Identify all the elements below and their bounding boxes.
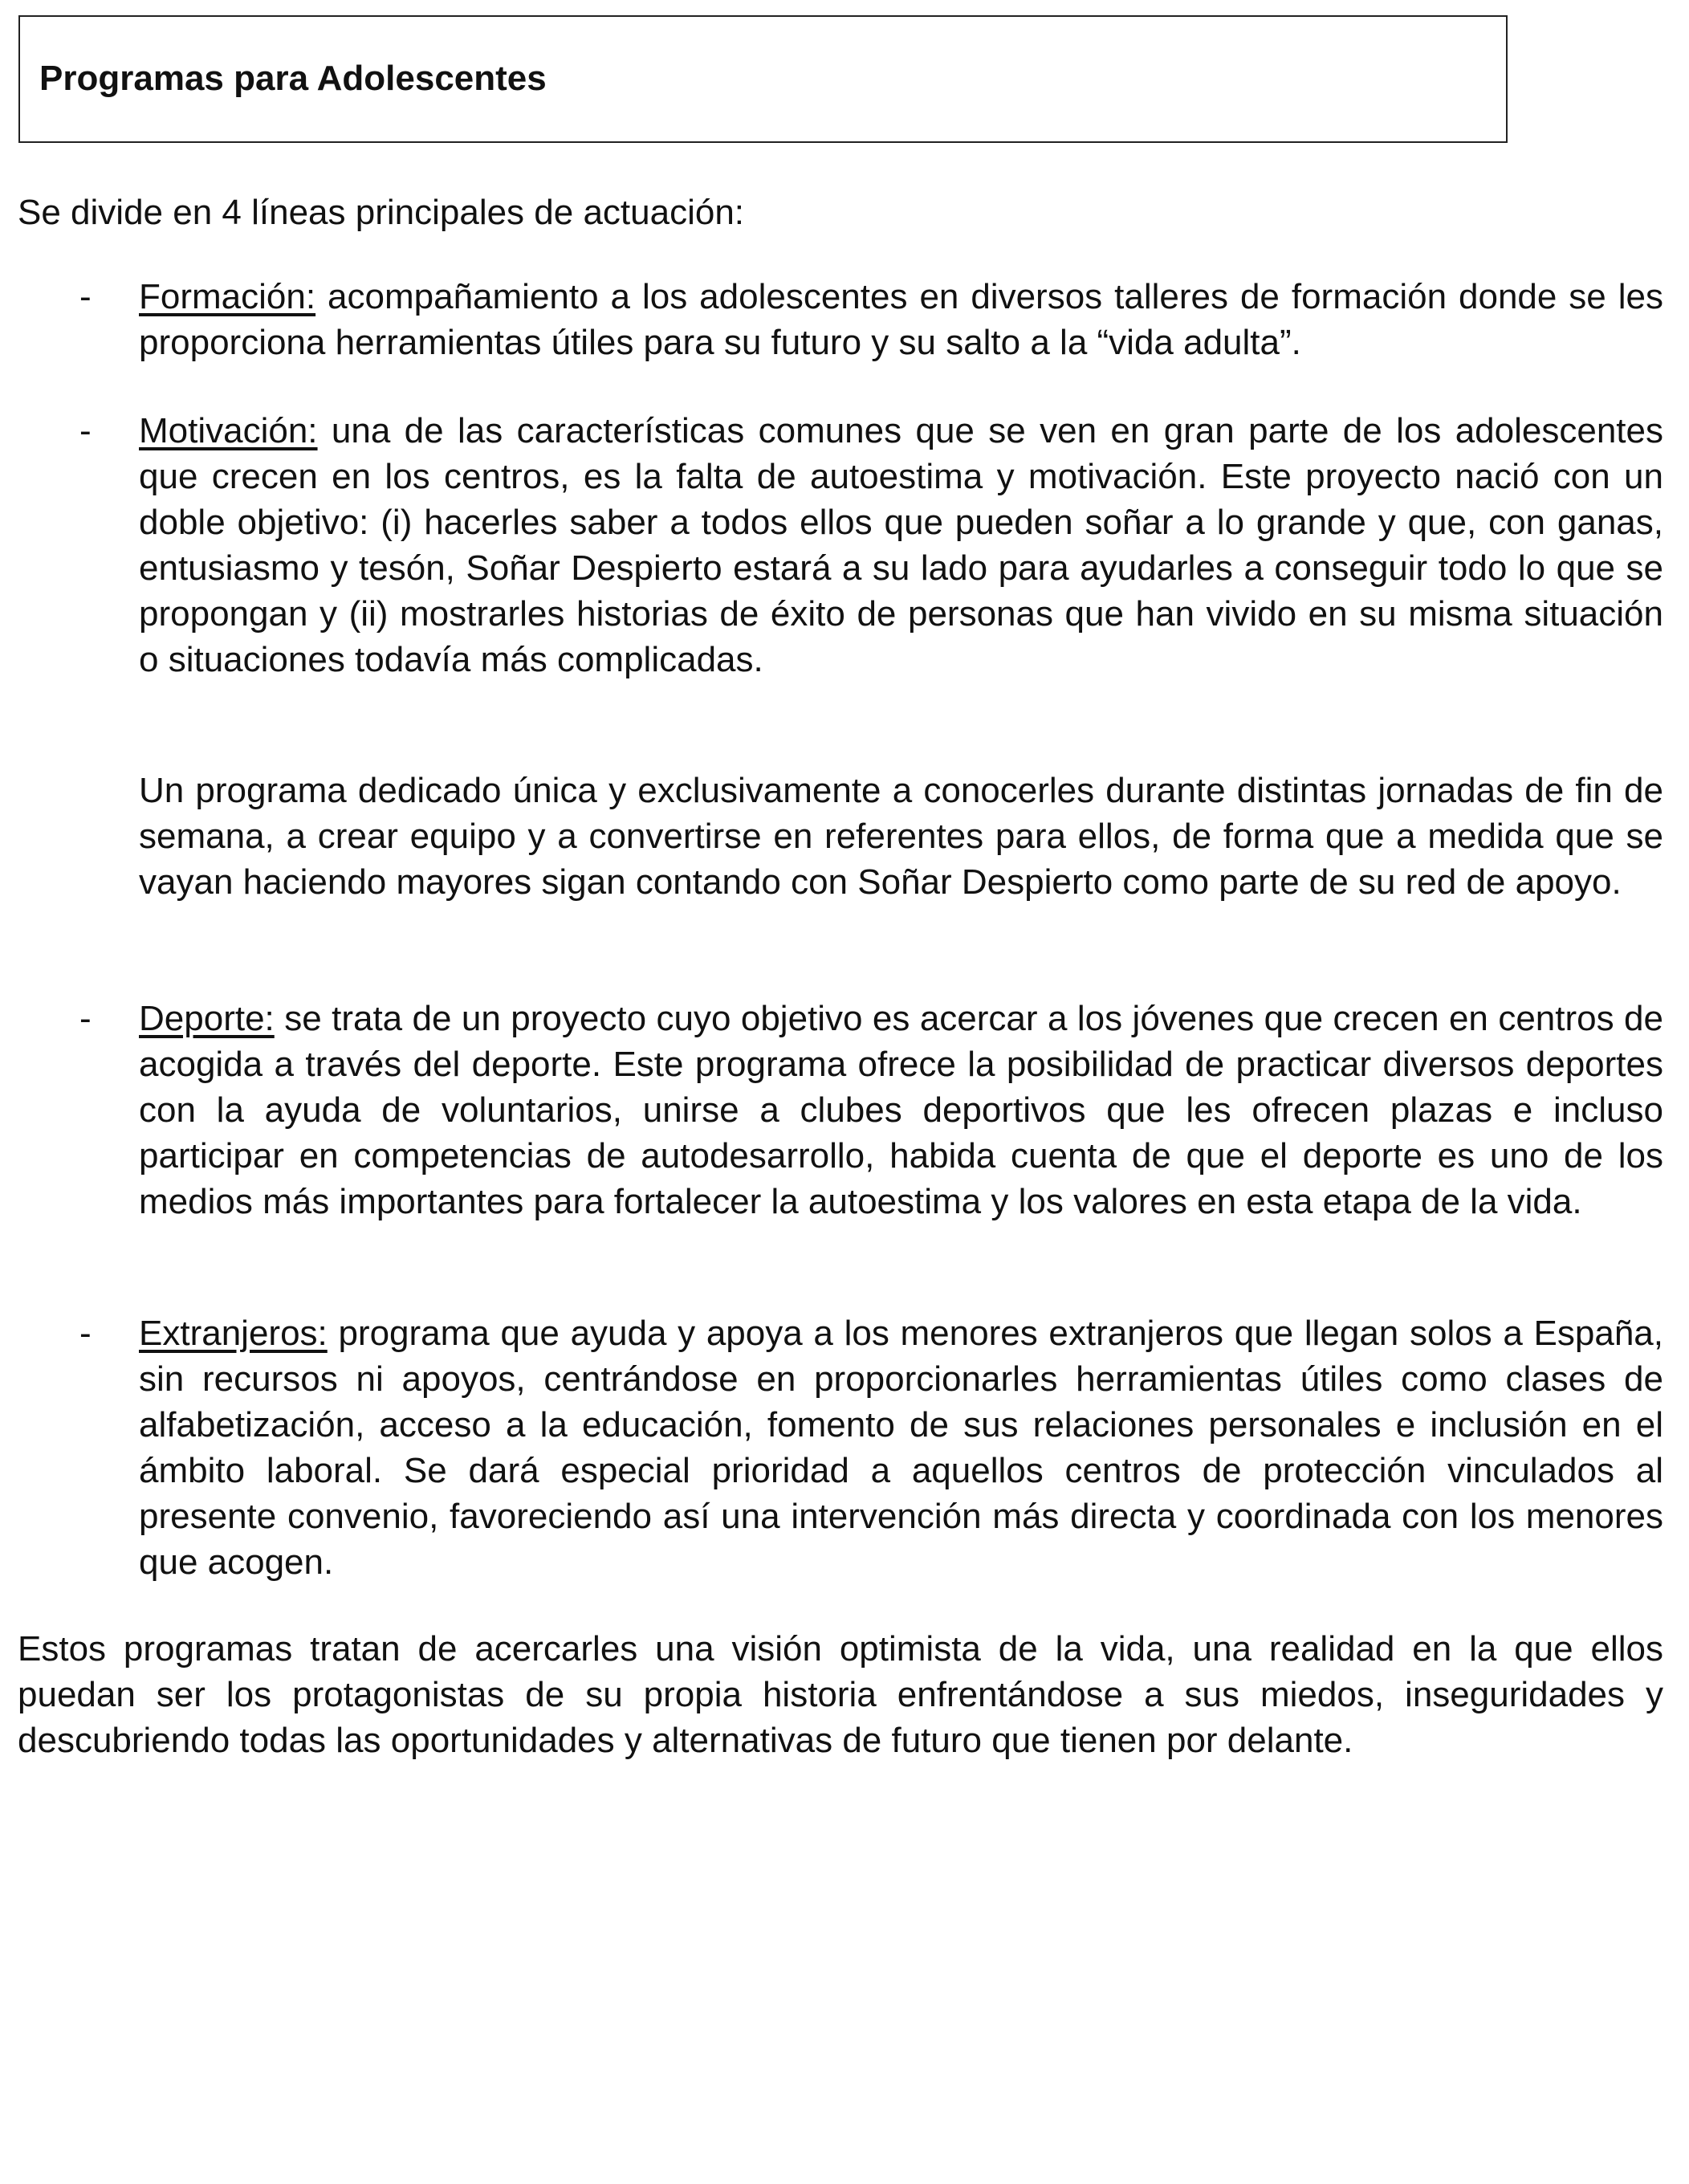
intro-paragraph: Se divide en 4 líneas principales de actuación: <box>18 193 745 232</box>
item-body: acompañamiento a los adolescentes en diversos talleres de formación donde se les proporciona herramientas útiles para su futuro y su salto a la “vida adulta”. <box>139 277 1663 362</box>
item-heading: Deporte: <box>139 999 275 1038</box>
list-dash: - <box>79 1314 92 1353</box>
item-body: una de las características comunes que se ven en gran parte de los adolescentes que crecen en los centros, es la falta de autoestima y motivación. Este proyecto nació con un doble objetivo: (i) hacerles saber a todos ellos que pueden soñar a lo grande y que, con ganas, entusiasmo y tesón, Soñar Despierto estará a su lado para ayudarles a conseguir todo lo que se propongan y (ii) mostrarles historias de éxito de personas que han vivido en su misma situación o situaciones todavía más complicadas. <box>139 411 1663 679</box>
list-dash: - <box>79 999 92 1038</box>
item-body: se trata de un proyecto cuyo objetivo es acercar a los jóvenes que crecen en centros de acogida a través del deporte. Este programa ofrece la posibilidad de practicar diversos deportes con la ayuda de voluntarios, unirse a clubes deportivos que les ofrecen plazas e incluso participar en competencias de autodesarrollo, habida cuenta de que el deporte es uno de los medios más importantes para fortalecer la autoestima y los valores en esta etapa de la vida. <box>139 999 1663 1221</box>
closing-paragraph: Estos programas tratan de acercarles una visión optimista de la vida, una realidad en la que ellos puedan ser los protagonistas de su propia historia enfrentándose a sus miedos, inseguridades y descubriendo todas las oportunidades y alternativas de futuro que tienen por delante. <box>18 1629 1663 1760</box>
motivation-extra-paragraph: Un programa dedicado única y exclusivamente a conocerles durante distintas jornadas de fin de semana, a crear equipo y a convertirse en referentes para ellos, de forma que a medida que se vayan haciendo mayores sigan contando con Soñar Despierto como parte de su red de apoyo. <box>139 771 1663 902</box>
item-body: programa que ayuda y apoya a los menores extranjeros que llegan solos a España, sin recursos ni apoyos, centrándose en proporcionarles herramientas útiles como clases de alfabetización, acceso a la educación, fomento de sus relaciones personales e inclusión en el ámbito laboral. Se dará especial prioridad a aquellos centros de protección vinculados al presente convenio, favoreciendo así una intervención más directa y coordinada con los menores que acogen. <box>139 1314 1663 1582</box>
page-title: Programas para Adolescentes <box>39 59 547 98</box>
list-dash: - <box>79 277 92 316</box>
title-box <box>18 15 1508 143</box>
list-item-text <box>139 1310 1663 1585</box>
item-heading: Extranjeros: <box>139 1314 328 1353</box>
list-dash: - <box>79 411 92 450</box>
item-heading: Motivación: <box>139 411 318 450</box>
item-heading: Formación: <box>139 277 316 316</box>
list-item-text <box>139 996 1663 1224</box>
list-item-text <box>139 408 1663 682</box>
list-item-text <box>139 274 1663 365</box>
